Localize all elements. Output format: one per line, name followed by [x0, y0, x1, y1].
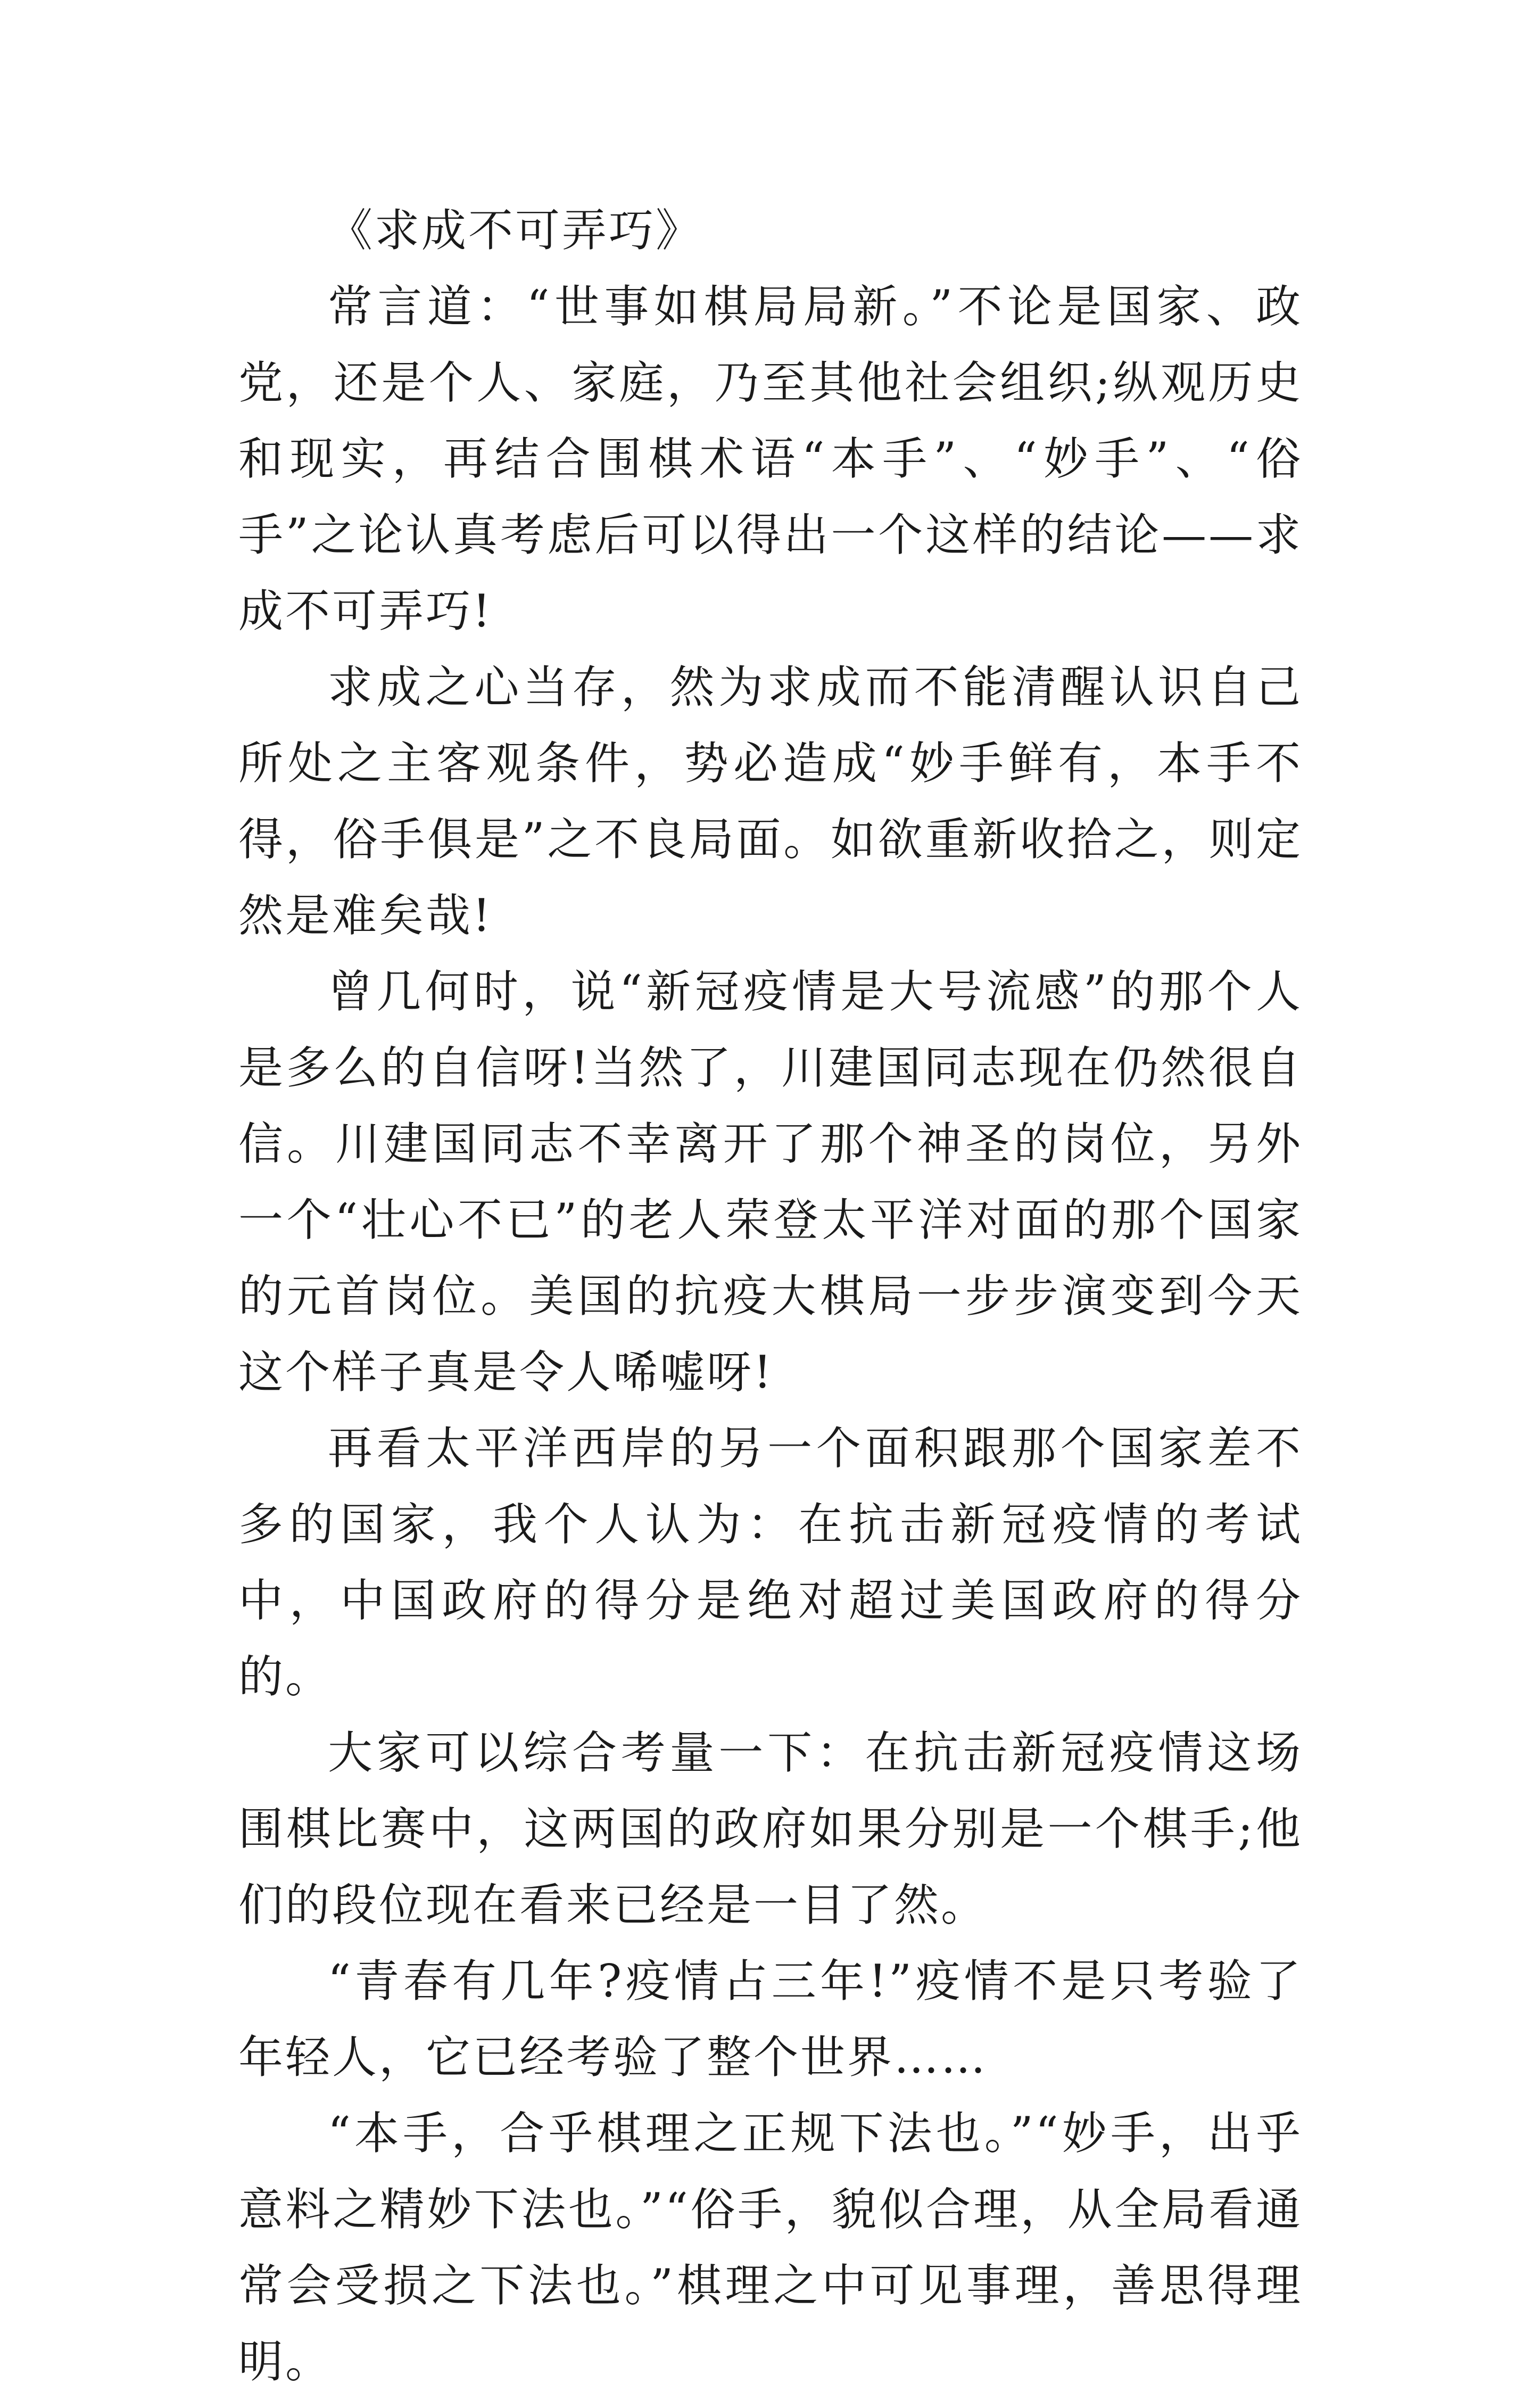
paragraph-2: 求成之心当存，然为求成而不能清醒认识自己所处之主客观条件，势必造成“妙手鲜有，本手不得，俗手俱是”之不良局面。如欲重新收拾之，则定然是难矣哉!: [238, 661, 1303, 942]
paragraph-3: 曾几何时，说“新冠疫情是大号流感”的那个人是多么的自信呀!当然了，川建国同志现在仍然很自信。川建国同志不幸离开了那个神圣的岗位，另外一个“壮心不已”的老人荣登太平洋对面的那个国家的元首岗位。美国的抗疫大棋局一步步演变到今天这个样子真是令人唏嘘呀!: [238, 966, 1303, 1398]
paragraph-1: 常言道：“世事如棋局局新。”不论是国家、政党，还是个人、家庭，乃至其他社会组织;纵观历史和现实，再结合围棋术语“本手”、“妙手”、“俗手”之论认真考虑后可以得出一个这样的结论——求成不可弄巧!: [238, 281, 1303, 637]
paragraph-6: “青春有几年?疫情占三年!”疫情不是只考验了年轻人，它已经考验了整个世界……: [238, 1955, 1303, 2083]
document-title: 《求成不可弄巧》: [328, 204, 703, 257]
paragraph-7: “本手，合乎棋理之正规下法也。”“妙手，出乎意料之精妙下法也。”“俗手，貌似合理，从全局看通常会受损之下法也。”棋理之中可见事理，善思得理明。: [238, 2107, 1303, 2388]
paragraph-4: 再看太平洋西岸的另一个面积跟那个国家差不多的国家，我个人认为：在抗击新冠疫情的考试中，中国政府的得分是绝对超过美国政府的得分的。: [238, 1422, 1303, 1703]
paragraph-5: 大家可以综合考量一下：在抗击新冠疫情这场围棋比赛中，这两国的政府如果分别是一个棋手;他们的段位现在看来已经是一目了然。: [238, 1727, 1303, 1931]
document-body: [238, 193, 1303, 2400]
